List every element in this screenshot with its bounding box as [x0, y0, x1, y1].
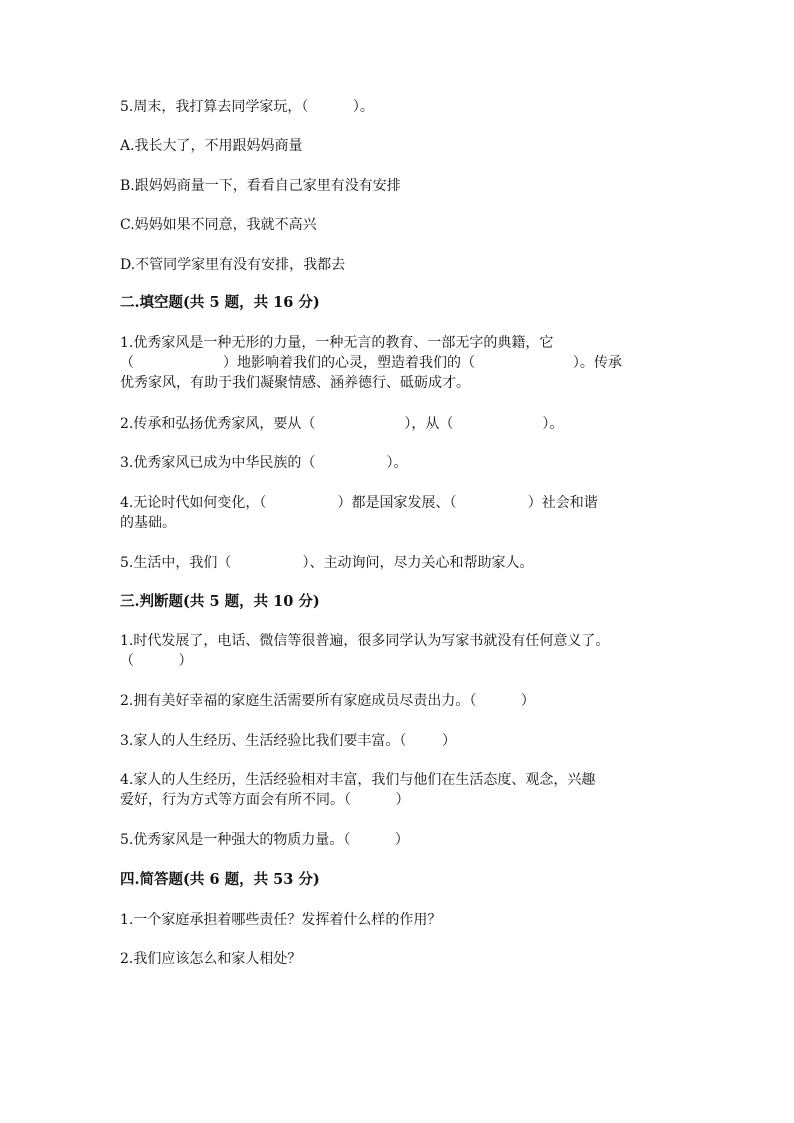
question-line: 优秀家风，有助于我们凝聚情感、涵养德行、砥砺成才。: [120, 375, 470, 391]
question-line: （ ）地影响着我们的心灵，塑造着我们的（ ）。传承: [120, 355, 622, 371]
fill-question-3: 3.优秀家风已成为中华民族的（ ）。: [120, 455, 408, 471]
judge-question-2: 2.拥有美好幸福的家庭生活需要所有家庭成员尽责出力。（ ）: [120, 693, 535, 709]
question-line: 4.无论时代如何变化，（ ）都是国家发展、（ ）社会和谐: [120, 495, 598, 511]
question-line: （ ）: [120, 653, 193, 669]
short-answer-question-1: 1.一个家庭承担着哪些责任？发挥着什么样的作用？: [120, 912, 442, 928]
question-line: 4.家人的人生经历，生活经验相对丰富，我们与他们在生活态度、观念，兴趣: [120, 772, 596, 788]
judge-question-3: 3.家人的人生经历、生活经验比我们要丰富。（ ）: [120, 733, 456, 749]
option-b: B.跟妈妈商量一下，看看自己家里有没有安排: [120, 178, 401, 194]
question-line: 1.优秀家风是一种无形的力量，一种无言的教育、一部无字的典籍，它: [120, 335, 554, 351]
question-line: 的基础。: [120, 515, 176, 531]
section-3-heading: 三.判断题(共 5 题，共 10 分): [120, 593, 320, 610]
question-line: 爱好，行为方式等方面会有所不同。（ ）: [120, 792, 410, 808]
option-c: C.妈妈如果不同意，我就不高兴: [120, 217, 317, 233]
option-a: A.我长大了，不用跟妈妈商量: [120, 138, 303, 154]
fill-question-5: 5.生活中，我们（ ）、主动询问，尽力关心和帮助家人。: [120, 555, 534, 571]
option-d: D.不管同学家里有没有安排，我都去: [120, 257, 346, 273]
section-4-heading: 四.简答题(共 6 题，共 53 分): [120, 871, 320, 888]
short-answer-question-2: 2.我们应该怎么和家人相处？: [120, 951, 302, 967]
fill-question-2: 2.传承和弘扬优秀家风，要从（ ），从（ ）。: [120, 416, 564, 432]
judge-question-5: 5.优秀家风是一种强大的物质力量。（ ）: [120, 832, 409, 848]
section-2-heading: 二.填空题(共 5 题，共 16 分): [120, 294, 320, 311]
question-line: 1.时代发展了，电话、微信等很普遍，很多同学认为写家书就没有任何意义了。: [120, 633, 610, 649]
question-5: 5.周末，我打算去同学家玩，（ ）。: [120, 99, 374, 115]
